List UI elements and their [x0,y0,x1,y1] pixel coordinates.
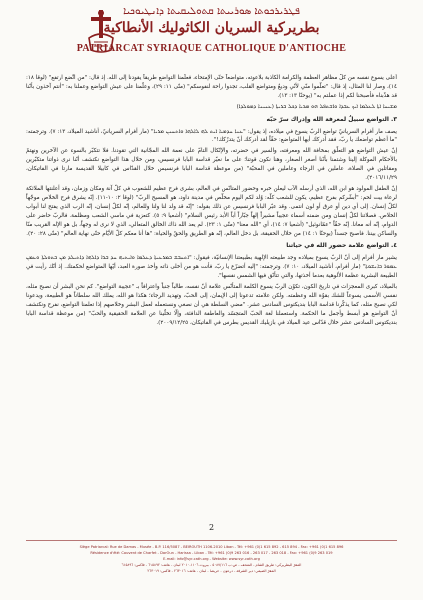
section-heading: ٣. التواضع سبيلٌ لمعرفة الله وإدراك سرّ حبّه [266,115,397,123]
document-body [26,74,397,520]
footer-address-line-arabic: المقرّ البطريركي: طريق الشام - المتحف - ص.ب ٥٠٨٧/١١٦ - بيروت ١١٠٦-٢٠١٠ لبنان - هاتف: ٦١٥٨٩٢ - فاكس: ٦١٥٨٩٦ [121,563,302,567]
footer-address-line: Siège Patriarcal: Rue de Damas - Musée - B.P. 116/5087 - BEIROUTH 1106-2010 Liban - Tél: +961 (0)1 615 892 - 615 894 - Fax: +961 (0)1 615 896 [79,545,344,549]
paragraph: يصف مار أفرام السريانيّ تواضع الربّ يسوع في ميلاده، إذ يقول: "ܥܢܐ ܚܕܡܝܐ ܐܝܬ ܠܗ ܠܐܠܗܐ ܘܐܬܚܢܢ ܡܪܝܐ" (مار أفرام السريانيّ، أناشيد الميلاد، ١٣: ٧). وترجمته: "ما أعظم تواضعك يا ربّ، فقد أدركك أيها المتواضع: حقّاً لقد أدركك أنّ يتدرّكك!". [26,128,397,144]
letterhead [0,0,423,72]
footer-divider [26,540,397,541]
letterhead-footer [20,544,403,574]
footer-address-line: Résidence d'été: Couvent de Charfet - DarOun - Harissa - Liban - Tél: +961 (0)9 263 016 - 263 017 - 263 018 - Fax: +961 (0)9 263 019 [90,551,333,555]
paragraph: ܡܫܝܚܐ ܐܬܐ ܠܥܠܡܐ ܐܝܟ ܥܒܕܐ ܘܐܫܬܦܠ ܗܘ ܡܪܝܐ ܕܟܠ ܒܪܝܬܐ (ܥܢܝܢܐ ܕܡܘܠܕܐ) [236,103,397,110]
page-number: 2 [208,523,215,532]
syriac-title: ܦܛܪܝܪܟܘܬܐ ܣܘܪܝܝܬܐ ܩܬܘܠܝܩܝܬܐ ܕܐܢܛܝܘܟܝܐ [123,6,300,17]
paragraph: إنّ عيش التواضع هو التعلّق بمخافة الله ومعرفته، والسير في حضرته، والإتّكال التامّ على نعمة الله المجّانية التي تقودنا. فلا تتكبّر بالسوء عن الآخرين ونهتمّ بالأحكام الموكلة إلينا وشتمنا بأنّنا أصغر الصغار، وهنا نكون قوتنا؛ على ما نعيّر قداسة البابا فرنسيس، ومن خلال هذا التواضع نكتشف أنّنا نرى ذواتنا متكبّرين ومقاتلين في الصلاة، عاملين في الرجاء وعاملين في المحبّة" (من موعظة قداسة البابا فرنسيس خلال القدّاس في كابيلا القديسة مارتا في الفاتيكان، ٢٠١٦/١١/٢٩). [26,148,397,182]
paragraph: يشير مار أفرام إلى أنّ الربّ يسوع بميلاده وجد طبيعته الإلهية بطبيعتنا الإنسانيّة، فيقول: "ܐܬܚܒܫ ܒܡܪܥܝܬܐ ܕܥܠܡܐ ܘܐܝܬܝܗ ܚܕ ܒܪܐ ܕܐܠܗܐ ܕܐܬܝܠܕ ܡܢ ܒܬܘܠܬܐ ܘܥܡܢ ܥܡܘܪ ܒܐܢܫܘܬܐ" (مار أفرام، أناشيد الميلاد، ١٠: ٧). وترجمته: "إليه أتضرّع يا ربّ، فأنت هو من أخلى ذاته وأخذ صورة العبد، أيّها المتواضع لحكمتك. إذ أنّك رأيت في الطبيعة البشرية عظمة الألوهية بعدما أخذتها، والتي تتأنّق فيها الشمس نفسها". [26,255,397,280]
latin-title: PATRIARCAT SYRIAQUE CATHOLIQUE D'ANTIOCHE [76,43,347,54]
footer-contact-line: E-mail: info@syr-cath.org - Website: www.syr-cath.org [163,557,260,561]
footer-address-line-arabic: المقرّ الصيفي: دير الشرفة - درعون - حريصا - لبنان - هاتف: ٢٦٣٠١٦ - فاكس: ٢٦٣٠١٩ [147,569,276,573]
arabic-title: بطريركية السريان الكاثوليك الأنطاكية [103,20,320,36]
section-heading: ٤. التواضع علامة حضور الله في حياتنا [286,242,397,250]
paragraph: إنّ الطفل المولود هو ابن الله، الذي أرسله الآب ليعلن خبره وحضور المتانّس في العالم، بشرى فرح عظيم للشعوب في كلّ آنة ومكان وزمان، وقد أعلنتها الملائكة لرعاة بيت لحم: "أبشّركم بفرح عظيم، يكون للشعب كلّه: وُلد لكم اليوم مخلّص في مدينة داود، هو المسيح الربّ" (لوقا ٢: ١٠-١١). إنّه يشرق فرح الخلاص موجّهاً لكلّ إنسان. إلى أي دين أو عرق أو لون انتمى. وقد عبّر البابا فرنسيس عن ذلك بقوله: "إنّه قد ولد لنا ولنا وللعالم، إنّه لكلّ إنسان، إنّه الرب الذي يفتح لنا أبواب الخلاص. فصلاتنا لكلّ إنسان ومن ضمنه أسماء عجيباً مشيراً إلهاً جبّاراً أباً الأبد رئيس السلام" (أشعيا ٩: ٥). كتعزية في ماسي الشعب ومظلمة. فالربّ حاضر على الدوام، إنّه أنه معانا. إنّه حقّاً "عمّانوئيل" (أشعيا ٧: ١٤)، أي "الله معنا" (متّى ١: ٢٣). لم يعد الله ذاك الخالق المتعالي، الذي لا نرى له وجهاً، بل هو الإله القريب منّا والساكن بيننا. فاصبح جسداً (يوحنّا ١: ١٤) من خلال الحقيقة، بل دخل العالم، إنّه هو الطريق والحقّ والحياة: "ها أنا معكم كلّ الأيّام حتّى نهاية العالم" (متّى ٢٨: ٢٠). [26,185,397,237]
paragraph: أعلى يسوع نفسه من كلّ مظاهر العظمة والكرامة الكاذبة بلاعوته، متواضعاً حتّى الإمتحاء، فعلّمنا التواضع طريقاً يقودنا إلى الله. إذ قال: "من اتَّضع ارتفع" (لوقا ١٨: ١٤)، وصار لنا المثال، إذ قال: "تعلّموا منّي لأنّي وديعٌ ومتواضع القلب، تجدوا راحة لنفوسكم" (متّى ١١: ٢٩)، وعلّمنا على عيش التواضع وعملنا به: "أنتم آخذون بأنّنا قد هذّبناه فأصبحنا لكم إذا عملتم به" (يوحنّا ١٣: ١٣). [26,75,397,99]
paragraph: بالميلاد، كبرى المعجزات في تاريخ الكون، تكوّن الربّ يسوع الكلمة المتأنّس علامة أنّ نفسه، طالباً جنباً واعترافاً بـ "عجيبة التواضع". كم نحن البشر أن نصبح مثله، نفسي الأسمى يسوعاً للشك بقوّة الله وعظمته. ولكن علامته تدعونا إلى الإيمان، إلى الحبّ، وتهديد الرجاء؛ هكذا هو الله، يملك الله سلطاناً هو الطبيعة، ويدعونا لكي نصبح مثله، كما يذكّرنا قداسة البابا بنديكتوس السادس عشر. "مضي السلطة هي أن نصغي ونستعمله لعمل البشر وخلاصهم إذا تعلمنا التواضع، نفرح ونكتشف أنّ التواضع هو أبسط وأجمل ما الحكمة. واستعملنا لغة الحبّ المتجسّد والعاطفة الدافئة، وإلّا تخلّينا عن العلامة الحقيقية والحبّ" (من موعظة قداسة البابا بنديكتوس السادس عشر خلال قدّاس عيد الميلاد في بازيليك القديس بطرس في الفاتيكان، ٢٠٠٩/١٢/٢٥). [26,284,397,326]
